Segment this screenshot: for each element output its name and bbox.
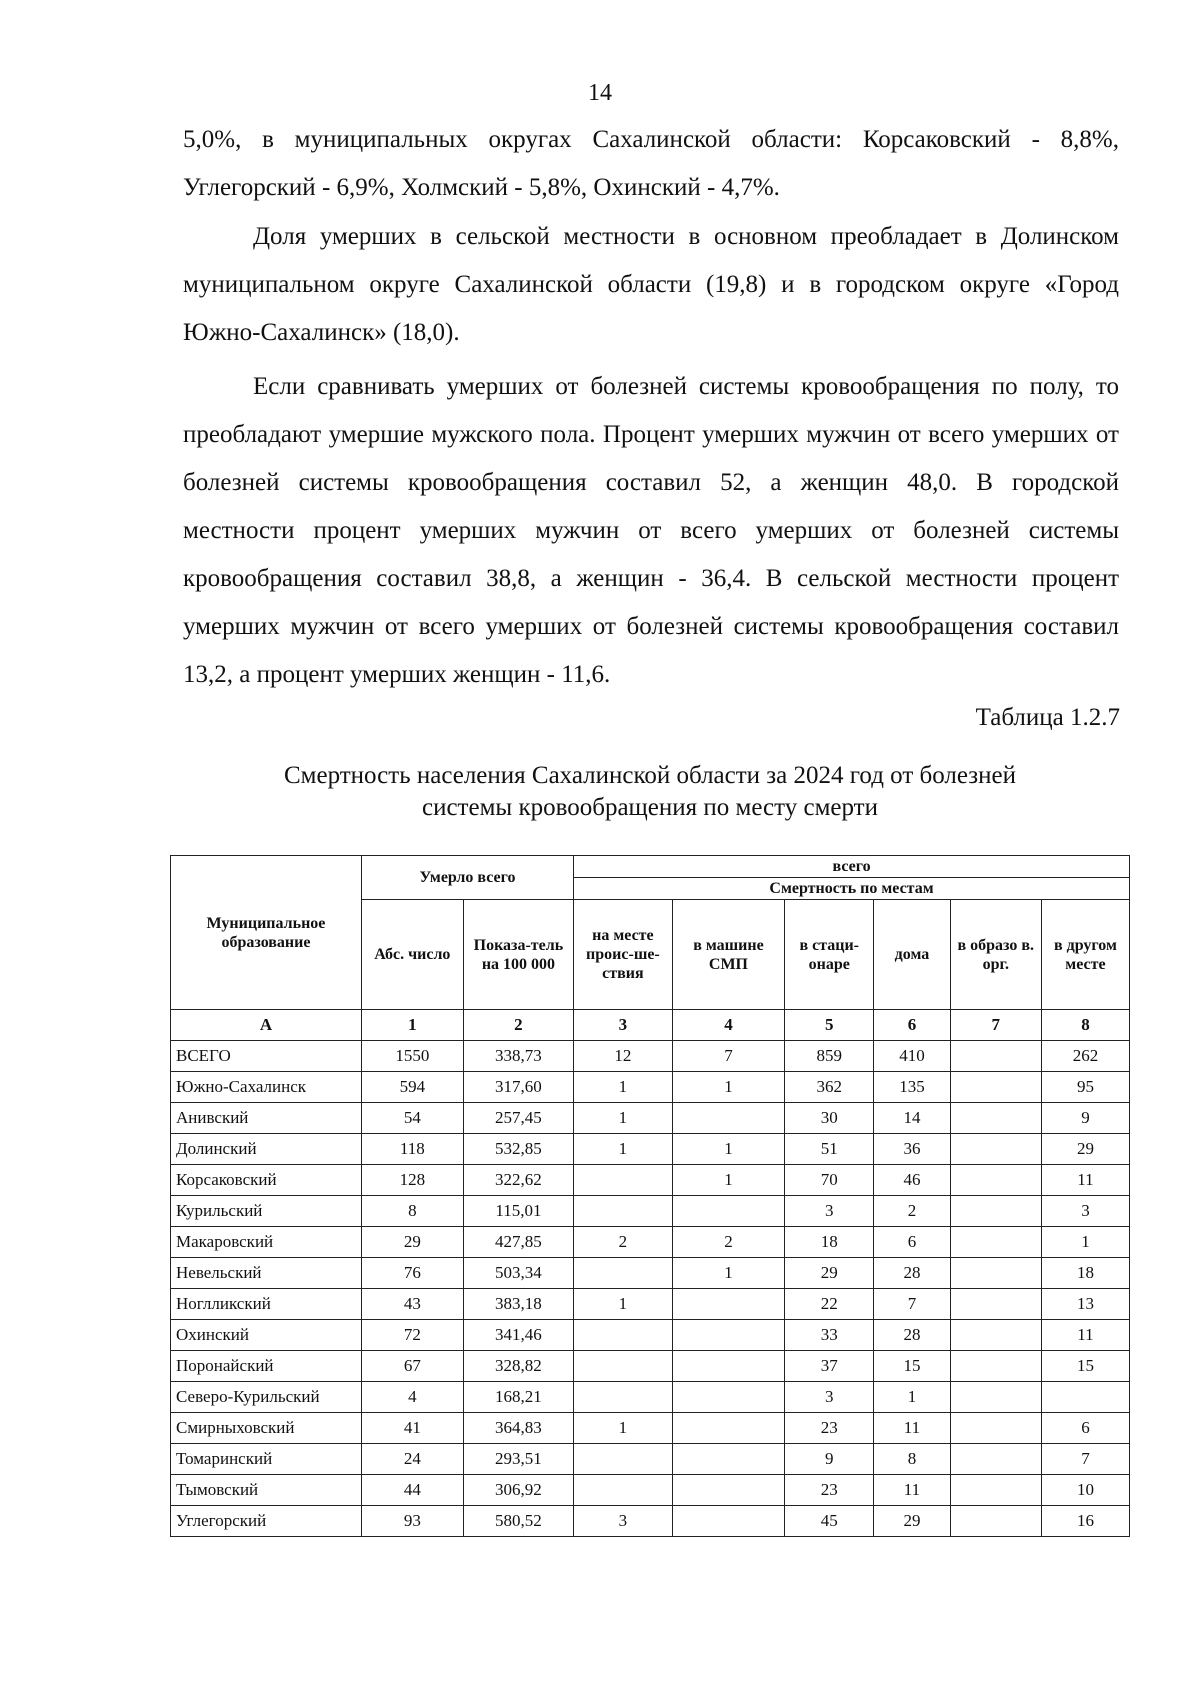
table-row — [171, 1041, 1130, 1072]
table-row — [171, 1165, 1130, 1196]
row-value: 322,62 — [463, 1165, 573, 1196]
row-value: 135 — [874, 1072, 950, 1103]
index-cell: 6 — [874, 1010, 950, 1041]
row-municipality: Томаринский — [171, 1444, 362, 1475]
row-value: 2 — [874, 1196, 950, 1227]
row-value — [950, 1196, 1041, 1227]
header-died-total: Умерло всего — [361, 856, 573, 900]
index-cell: 3 — [574, 1010, 673, 1041]
row-value: 338,73 — [463, 1041, 573, 1072]
row-value — [672, 1320, 784, 1351]
row-value: 317,60 — [463, 1072, 573, 1103]
row-value: 18 — [785, 1227, 874, 1258]
table-row — [171, 1196, 1130, 1227]
row-value: 8 — [874, 1444, 950, 1475]
row-value: 1 — [574, 1413, 673, 1444]
row-municipality: Ноглликский — [171, 1289, 362, 1320]
row-value: 427,85 — [463, 1227, 573, 1258]
row-value: 29 — [785, 1258, 874, 1289]
row-value: 3 — [1041, 1196, 1129, 1227]
row-value: 72 — [361, 1320, 463, 1351]
row-value: 503,34 — [463, 1258, 573, 1289]
row-value: 115,01 — [463, 1196, 573, 1227]
row-value: 128 — [361, 1165, 463, 1196]
row-value: 12 — [574, 1041, 673, 1072]
row-value: 2 — [574, 1227, 673, 1258]
row-municipality: ВСЕГО — [171, 1041, 362, 1072]
row-value: 1 — [574, 1072, 673, 1103]
row-value: 11 — [874, 1475, 950, 1506]
row-value: 28 — [874, 1320, 950, 1351]
row-municipality: Смирныховский — [171, 1413, 362, 1444]
row-value — [574, 1258, 673, 1289]
mortality-table — [170, 855, 1130, 1537]
row-municipality: Южно-Сахалинск — [171, 1072, 362, 1103]
row-value: 262 — [1041, 1041, 1129, 1072]
table-row — [171, 1072, 1130, 1103]
row-value — [672, 1289, 784, 1320]
table-row — [171, 1289, 1130, 1320]
row-value — [950, 1227, 1041, 1258]
row-value — [950, 1289, 1041, 1320]
row-value — [950, 1475, 1041, 1506]
row-value: 362 — [785, 1072, 874, 1103]
header-home: дома — [874, 900, 950, 1010]
index-cell: 8 — [1041, 1010, 1129, 1041]
row-value — [950, 1320, 1041, 1351]
row-value: 29 — [361, 1227, 463, 1258]
row-value: 29 — [1041, 1134, 1129, 1165]
row-value: 45 — [785, 1506, 874, 1537]
row-value: 14 — [874, 1103, 950, 1134]
row-value: 54 — [361, 1103, 463, 1134]
row-value: 1 — [574, 1289, 673, 1320]
row-value: 43 — [361, 1289, 463, 1320]
row-value — [574, 1351, 673, 1382]
row-value: 580,52 — [463, 1506, 573, 1537]
index-cell: 2 — [463, 1010, 573, 1041]
header-municipality: Муниципальное образование — [171, 856, 362, 1010]
row-value: 51 — [785, 1134, 874, 1165]
table-label: Таблица 1.2.7 — [975, 704, 1120, 731]
row-municipality: Охинский — [171, 1320, 362, 1351]
row-value — [574, 1475, 673, 1506]
row-value: 410 — [874, 1041, 950, 1072]
row-municipality: Углегорский — [171, 1506, 362, 1537]
row-value: 364,83 — [463, 1413, 573, 1444]
header-total: всего — [574, 856, 1130, 878]
row-value: 6 — [1041, 1413, 1129, 1444]
row-value: 67 — [361, 1351, 463, 1382]
row-value: 1 — [672, 1072, 784, 1103]
row-value: 46 — [874, 1165, 950, 1196]
row-value — [672, 1103, 784, 1134]
row-value: 3 — [785, 1196, 874, 1227]
row-value — [950, 1165, 1041, 1196]
row-municipality: Макаровский — [171, 1227, 362, 1258]
row-value: 168,21 — [463, 1382, 573, 1413]
header-at-scene: на месте проис-ше-ствия — [574, 900, 673, 1010]
index-row — [171, 1010, 1130, 1041]
row-municipality: Корсаковский — [171, 1165, 362, 1196]
row-value — [672, 1196, 784, 1227]
row-municipality: Анивский — [171, 1103, 362, 1134]
row-value: 1 — [672, 1134, 784, 1165]
row-value — [672, 1506, 784, 1537]
header-abs: Абс. число — [361, 900, 463, 1010]
row-municipality: Поронайский — [171, 1351, 362, 1382]
row-value — [574, 1196, 673, 1227]
row-value: 1 — [672, 1258, 784, 1289]
header-hospital: в стаци-онаре — [785, 900, 874, 1010]
header-edu-org: в образо в. орг. — [950, 900, 1041, 1010]
row-value: 37 — [785, 1351, 874, 1382]
row-value — [574, 1320, 673, 1351]
row-value: 23 — [785, 1475, 874, 1506]
row-value — [574, 1444, 673, 1475]
row-value — [950, 1103, 1041, 1134]
table-row — [171, 1103, 1130, 1134]
index-cell: 5 — [785, 1010, 874, 1041]
row-value: 7 — [1041, 1444, 1129, 1475]
row-municipality: Тымовский — [171, 1475, 362, 1506]
table-row — [171, 1506, 1130, 1537]
paragraph-3 — [183, 363, 1119, 699]
row-value: 1 — [874, 1382, 950, 1413]
paragraph-1 — [183, 116, 1119, 212]
table-body — [171, 1010, 1130, 1537]
row-value: 6 — [874, 1227, 950, 1258]
row-value: 11 — [1041, 1320, 1129, 1351]
table-row — [171, 1444, 1130, 1475]
table-row — [171, 1134, 1130, 1165]
row-value: 13 — [1041, 1289, 1129, 1320]
table-row — [171, 1351, 1130, 1382]
header-rate: Показа-тель на 100 000 — [463, 900, 573, 1010]
row-value — [950, 1351, 1041, 1382]
table-row — [171, 1258, 1130, 1289]
row-value: 532,85 — [463, 1134, 573, 1165]
row-value: 3 — [785, 1382, 874, 1413]
row-value: 10 — [1041, 1475, 1129, 1506]
row-value: 15 — [1041, 1351, 1129, 1382]
row-value: 1 — [574, 1103, 673, 1134]
row-municipality: Курильский — [171, 1196, 362, 1227]
row-value: 341,46 — [463, 1320, 573, 1351]
table-row — [171, 1320, 1130, 1351]
table-row — [171, 1227, 1130, 1258]
paragraph-2 — [183, 213, 1119, 357]
row-value — [950, 1258, 1041, 1289]
row-value — [950, 1506, 1041, 1537]
row-value — [1041, 1382, 1129, 1413]
row-value: 118 — [361, 1134, 463, 1165]
row-municipality: Невельский — [171, 1258, 362, 1289]
row-value: 328,82 — [463, 1351, 573, 1382]
row-value: 306,92 — [463, 1475, 573, 1506]
row-value: 8 — [361, 1196, 463, 1227]
row-value: 23 — [785, 1413, 874, 1444]
row-value: 7 — [672, 1041, 784, 1072]
row-value: 4 — [361, 1382, 463, 1413]
row-value: 1 — [574, 1134, 673, 1165]
index-cell: 7 — [950, 1010, 1041, 1041]
row-value: 7 — [874, 1289, 950, 1320]
row-value: 383,18 — [463, 1289, 573, 1320]
row-value — [574, 1165, 673, 1196]
row-value: 1 — [1041, 1227, 1129, 1258]
row-value: 93 — [361, 1506, 463, 1537]
row-value: 76 — [361, 1258, 463, 1289]
row-value: 33 — [785, 1320, 874, 1351]
row-value: 28 — [874, 1258, 950, 1289]
row-value: 36 — [874, 1134, 950, 1165]
row-value: 29 — [874, 1506, 950, 1537]
table-title — [200, 760, 1100, 824]
index-cell: 4 — [672, 1010, 784, 1041]
row-value — [672, 1444, 784, 1475]
header-by-place: Смертность по местам — [574, 878, 1130, 900]
row-value: 2 — [672, 1227, 784, 1258]
row-value: 41 — [361, 1413, 463, 1444]
row-value: 95 — [1041, 1072, 1129, 1103]
row-value: 22 — [785, 1289, 874, 1320]
row-value: 18 — [1041, 1258, 1129, 1289]
row-value: 24 — [361, 1444, 463, 1475]
row-value: 9 — [1041, 1103, 1129, 1134]
row-value: 594 — [361, 1072, 463, 1103]
row-municipality: Северо-Курильский — [171, 1382, 362, 1413]
row-value: 44 — [361, 1475, 463, 1506]
row-value — [672, 1413, 784, 1444]
row-value: 859 — [785, 1041, 874, 1072]
header-ambulance: в машине СМП — [672, 900, 784, 1010]
row-value — [950, 1041, 1041, 1072]
row-value — [950, 1134, 1041, 1165]
paragraph-3-text: Если сравнивать умерших от болезней системы кровообращения по полу, то преобладают умершие мужского пола. Процент умерших мужчин от всего умерших от болезней системы кровообращения составил 52, а женщин 48,0. В городской местности процент умерших мужчин от всего умерших от болезней системы кровообращения составил 38,8, а женщин - 36,4. В сельской местности процент умерших мужчин от всего умерших от болезней системы кровообращения составил 13,2, а процент умерших женщин - 11,6. — [183, 373, 1119, 688]
row-value: 15 — [874, 1351, 950, 1382]
row-value: 30 — [785, 1103, 874, 1134]
row-value: 9 — [785, 1444, 874, 1475]
paragraph-2-text: Доля умерших в сельской местности в основном преобладает в Долинском муниципальном округе Сахалинской области (19,8) и в городском округе «Город Южно-Сахалинск» (18,0). — [183, 223, 1119, 346]
row-value: 293,51 — [463, 1444, 573, 1475]
row-value — [672, 1351, 784, 1382]
row-municipality: Долинский — [171, 1134, 362, 1165]
table-row — [171, 1382, 1130, 1413]
row-value: 11 — [874, 1413, 950, 1444]
row-value — [950, 1072, 1041, 1103]
row-value: 70 — [785, 1165, 874, 1196]
row-value: 3 — [574, 1506, 673, 1537]
row-value — [950, 1382, 1041, 1413]
table-row — [171, 1413, 1130, 1444]
row-value — [950, 1444, 1041, 1475]
row-value — [950, 1413, 1041, 1444]
table-row — [171, 1475, 1130, 1506]
index-cell: 1 — [361, 1010, 463, 1041]
row-value: 257,45 — [463, 1103, 573, 1134]
row-value: 16 — [1041, 1506, 1129, 1537]
paragraph-1-text: 5,0%, в муниципальных округах Сахалинской области: Корсаковский - 8,8%, Углегорский - 6,9%, Холмский - 5,8%, Охинский - 4,7%. — [183, 126, 1119, 201]
row-value — [672, 1475, 784, 1506]
index-cell: А — [171, 1010, 362, 1041]
row-value — [574, 1382, 673, 1413]
table-title-line-2: системы кровообращения по месту смерти — [421, 794, 878, 821]
row-value: 11 — [1041, 1165, 1129, 1196]
row-value: 1550 — [361, 1041, 463, 1072]
row-value: 1 — [672, 1165, 784, 1196]
header-other: в другом месте — [1041, 900, 1129, 1010]
table-title-line-1: Смертность населения Сахалинской области за 2024 год от болезней — [283, 762, 1017, 789]
page-number: 14 — [588, 80, 612, 106]
row-value — [672, 1382, 784, 1413]
